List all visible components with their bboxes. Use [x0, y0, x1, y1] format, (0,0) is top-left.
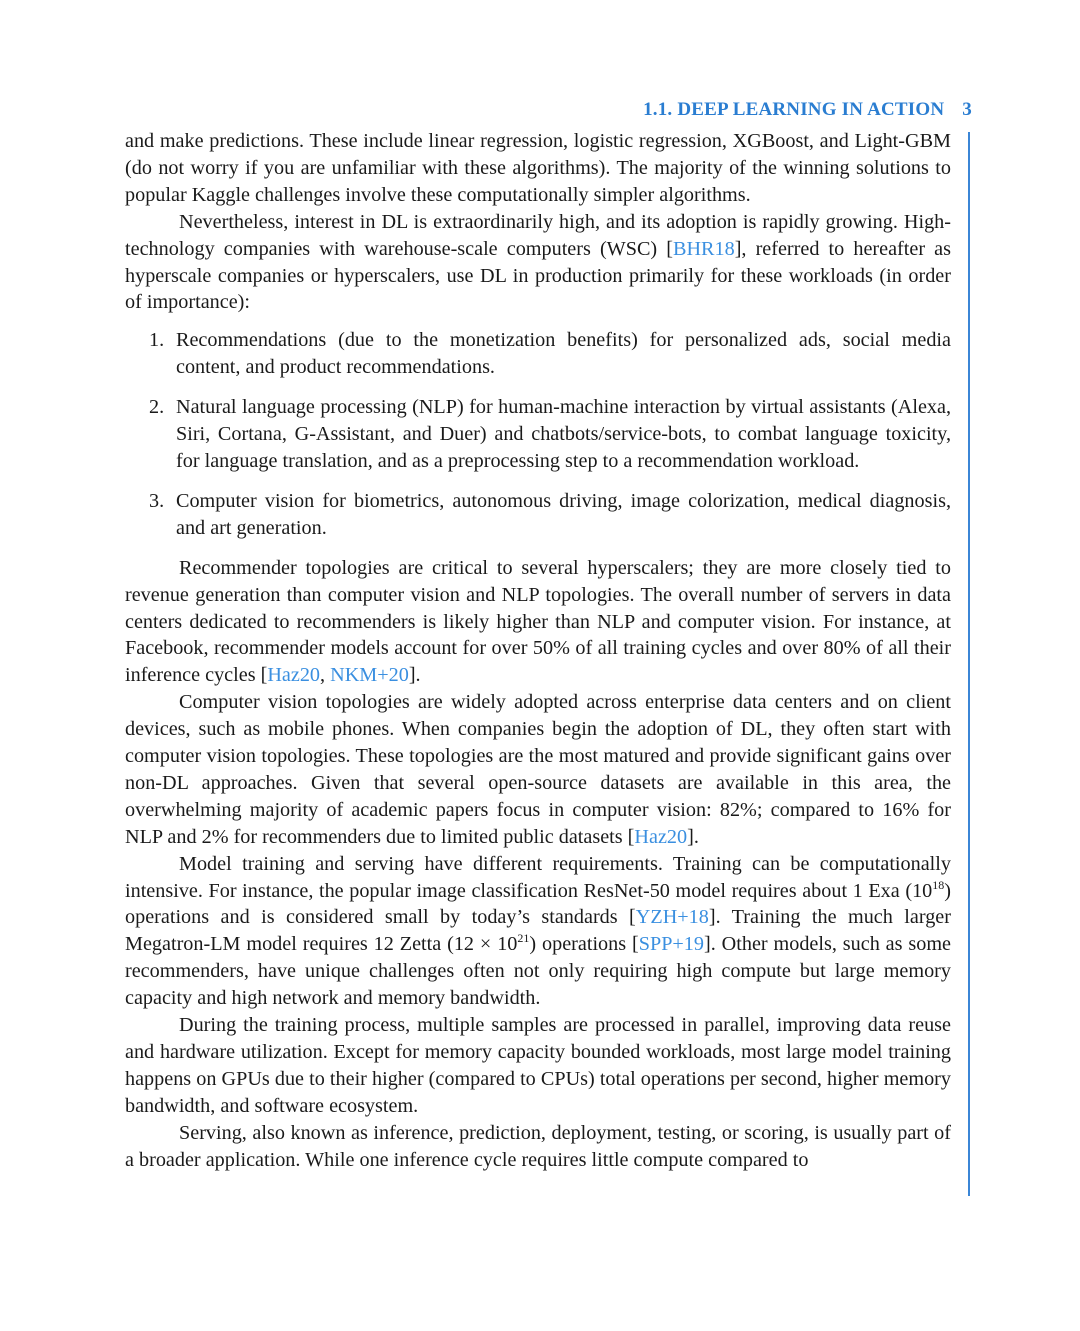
citation-link[interactable]: Haz20	[267, 664, 321, 687]
paragraph-training-process: During the training process, multiple samples are processed in parallel, improving data reuse and hardware utilization. Except for memory capacity bounded workloads, most large model training happens on GPUs due to their higher (compared to CPUs) total operations per second, higher memory bandwidth, and software ecosystem.	[125, 1014, 951, 1117]
page-number: 3	[962, 99, 972, 120]
section-title: 1.1. DEEP LEARNING IN ACTION	[643, 99, 945, 120]
list-item: 2. Natural language processing (NLP) for human-machine interaction by virtual assistants (Alexa, Siri, Cortana, G-Assistant, and Duer) and chatbots/service-bots, to combat language toxicity, for language translation, and as a preprocessing step to a recommendation workload.	[149, 396, 951, 472]
paragraph-computer-vision: Computer vision topologies are widely adopted across enterprise data centers and on client devices, such as mobile phones. When companies begin the adoption of DL, they often start with computer vision topologies. These topologies are the most matured and provide significant gains over non-DL approaches. Given that several open-source datasets are available in this area, the overwhelming majority of academic papers focus in computer vision: 82%; compared to 16% for NLP and 2% for recommenders due to limited public datasets [Haz20].	[125, 691, 951, 848]
margin-rule	[968, 132, 970, 1196]
superscript: 18	[932, 877, 945, 892]
citation-link[interactable]: YZH+18	[635, 906, 709, 929]
superscript: 21	[517, 931, 530, 946]
paragraph-serving: Serving, also known as inference, prediction, deployment, testing, or scoring, is usually part of a broader application. While one inference cycle requires little compute compared to	[125, 1121, 951, 1171]
paragraph-training-serving: Model training and serving have different requirements. Training can be computationally intensive. For instance, the popular image classification ResNet-50 model requires about 1 Exa $(10^{18})$ operations and is considered small by today’s standards [YZH+18]. Training the much larger Megatron-LM model requires 12 Zetta $(12 \times 10^{21})$ operations [SPP+19]. Other models, such as some recommenders, have unique challenges often not only requiring high compute but large memory capacity and high network and memory bandwidth.	[125, 852, 952, 1010]
paragraph-recommenders: Recommender topologies are critical to several hyperscalers; they are more closely tied to revenue generation than computer vision and NLP topologies. The overall number of servers in data centers dedicated to recommenders is likely higher than NLP and computer vision. For instance, at Facebook, recommender models account for over 50% of all training cycles and over 80% of all their inference cycles [Haz20, NKM+20].	[125, 556, 951, 687]
list-item: 1. Recommendations (due to the monetization benefits) for personalized ads, social media content, and product recommendations.	[149, 329, 951, 379]
citation-link[interactable]: Haz20	[634, 825, 688, 848]
running-header	[600, 99, 972, 121]
list-item: 3. Computer vision for biometrics, autonomous driving, image colorization, medical diagnosis, and art generation.	[149, 489, 951, 539]
citation-link[interactable]: SPP+19	[638, 933, 704, 956]
citation-link[interactable]: NKM+20	[330, 664, 409, 687]
paragraph-continued: and make predictions. These include linear regression, logistic regression, XGBoost, and Light-GBM (do not worry if you are unfamiliar with these algorithms). The majority of the winning solutions to popular Kaggle challenges involve these computationally simpler algorithms.	[125, 130, 951, 206]
page-body	[125, 128, 951, 1174]
citation-link[interactable]: BHR18	[672, 237, 735, 260]
workload-list	[125, 327, 951, 541]
paragraph-adoption: Nevertheless, interest in DL is extraordinarily high, and its adoption is rapidly growing. High-technology companies with warehouse-scale computers (WSC) [BHR18], referred to hereafter as hyperscale companies or hyperscalers, use DL in production primarily for these workloads (in order of importance):	[125, 210, 951, 314]
